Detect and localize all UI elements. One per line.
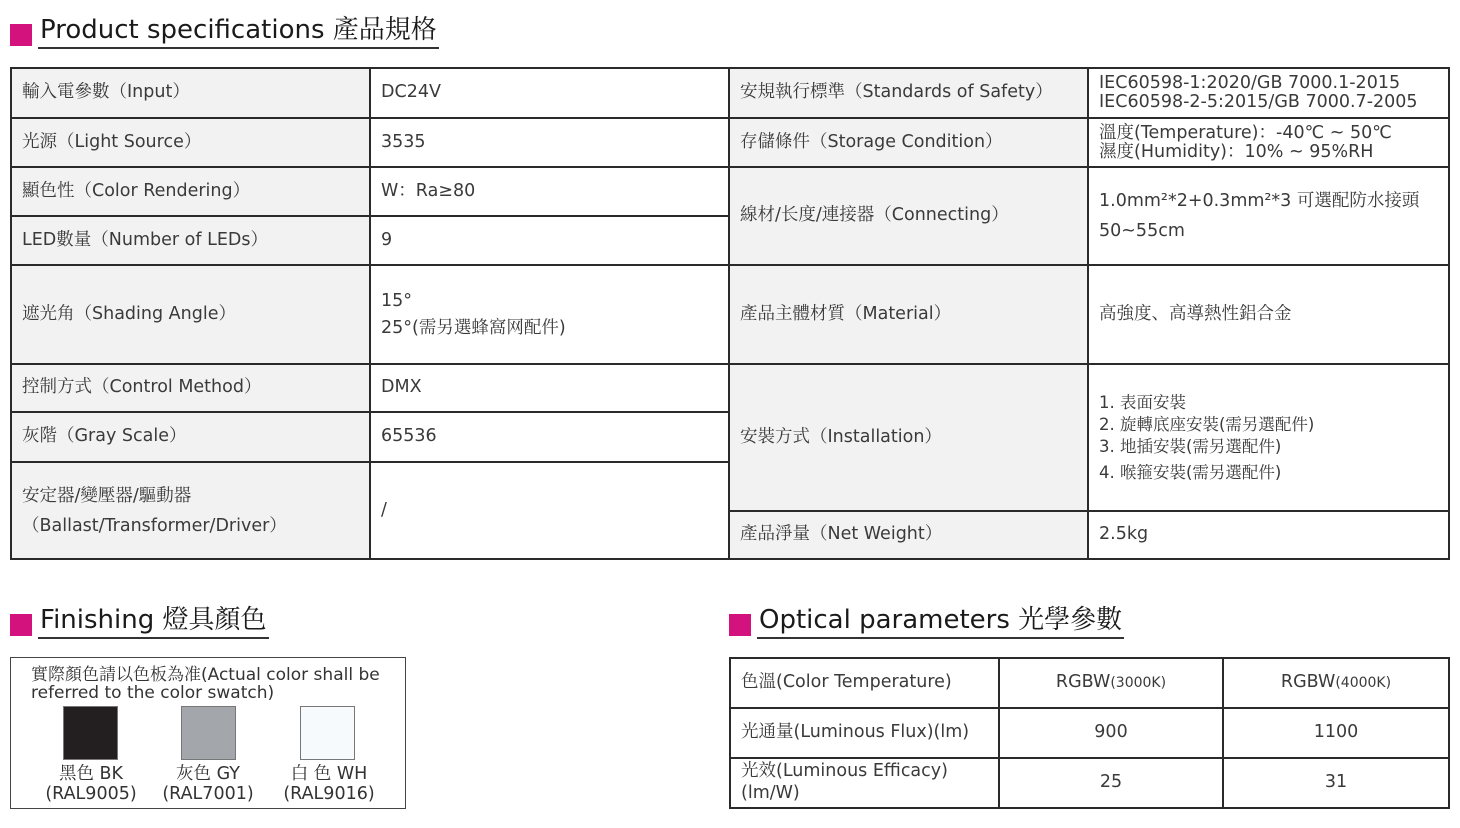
table-row <box>730 758 1449 808</box>
led-count-value: 9 <box>370 216 729 265</box>
heading-marker <box>729 614 751 636</box>
connecting-value-line: 1.0mm²*2+0.3mm²*3 可選配防水接頭 <box>1099 191 1420 211</box>
color-rendering-value: W：Ra≥80 <box>370 167 729 216</box>
luminous-flux-4000k: 1100 <box>1223 708 1449 758</box>
luminous-efficacy-3000k: 25 <box>999 758 1223 808</box>
rgbw-3000k-header <box>999 658 1223 708</box>
finishing-box <box>10 657 406 809</box>
ballast-label-line: 安定器/變壓器/驅動器 <box>22 485 192 506</box>
swatch-code: (RAL9016) <box>283 784 375 804</box>
safety-value-line: IEC60598-2-5:2015/GB 7000.7-2005 <box>1099 92 1418 112</box>
storage-value-line: 濕度(Humidity)：10% ~ 95%RH <box>1099 141 1374 162</box>
header-main: RGBW <box>1280 672 1336 693</box>
header-sub: (4000K) <box>1335 675 1392 692</box>
table-row <box>730 708 1449 758</box>
optical-heading <box>729 604 1124 639</box>
shading-angle-line: 25°(需另選蜂窩网配件) <box>381 317 566 338</box>
installation-label: 安裝方式（Installation） <box>729 364 1088 511</box>
color-temp-label: 色溫(Color Temperature) <box>730 658 999 708</box>
safety-value <box>1088 68 1449 118</box>
ballast-value: / <box>370 462 729 559</box>
shading-angle-value <box>370 265 729 364</box>
table-row <box>11 265 1449 364</box>
shading-angle-line: 15° <box>381 290 413 311</box>
ballast-label-line: （Ballast/Transformer/Driver） <box>22 515 287 536</box>
black-swatch <box>63 706 118 760</box>
spec-table <box>10 67 1450 560</box>
product-specs-title: Product specifications 產品規格 <box>38 14 439 49</box>
connecting-value <box>1088 167 1449 265</box>
product-specs-heading <box>10 14 439 49</box>
black-swatch-caption <box>31 764 151 804</box>
material-label: 產品主體材質（Material） <box>729 265 1088 364</box>
luminous-efficacy-label: 光效(Luminous Efficacy)(lm/W) <box>730 758 999 808</box>
heading-marker <box>10 614 32 636</box>
finishing-heading <box>10 604 269 639</box>
shading-angle-label: 遮光角（Shading Angle） <box>11 265 370 364</box>
material-value: 高強度、高導熱性鋁合金 <box>1088 265 1449 364</box>
gray-swatch-caption <box>148 764 268 804</box>
input-value: DC24V <box>370 68 729 118</box>
gray-scale-value: 65536 <box>370 412 729 462</box>
storage-value-line: 溫度(Temperature)：-40℃ ~ 50℃ <box>1099 122 1392 143</box>
color-rendering-label: 顯色性（Color Rendering） <box>11 167 370 216</box>
connecting-value-line: 50~55cm <box>1099 221 1185 241</box>
header-sub: (3000K) <box>1110 675 1167 692</box>
optical-table <box>729 657 1450 809</box>
luminous-flux-3000k: 900 <box>999 708 1223 758</box>
gray-swatch <box>181 706 236 760</box>
white-swatch-caption <box>269 764 389 804</box>
color-note: 實際顏色請以色板為准(Actual color shall be referred to the color swatch) <box>31 665 380 703</box>
control-method-label: 控制方式（Control Method） <box>11 364 370 412</box>
optical-title: Optical parameters 光學參數 <box>757 604 1124 639</box>
table-row <box>11 167 1449 216</box>
safety-label: 安規執行標準（Standards of Safety） <box>729 68 1088 118</box>
table-row <box>11 364 1449 412</box>
heading-marker <box>10 24 32 46</box>
net-weight-label: 產品淨量（Net Weight） <box>729 511 1088 559</box>
installation-item: 1. 表面安裝 <box>1099 392 1186 412</box>
swatch-name: 白 色 WH <box>290 764 368 784</box>
swatch-name: 灰色 GY <box>176 764 240 784</box>
rgbw-4000k-header <box>1223 658 1449 708</box>
input-label: 輸入電參數（Input） <box>11 68 370 118</box>
table-row <box>730 658 1449 708</box>
swatch-name: 黑色 BK <box>58 764 124 784</box>
ballast-label <box>11 462 370 559</box>
table-row <box>11 118 1449 167</box>
led-count-label: LED數量（Number of LEDs） <box>11 216 370 265</box>
storage-value <box>1088 118 1449 167</box>
safety-value-line: IEC60598-1:2020/GB 7000.1-2015 <box>1099 73 1401 93</box>
finishing-title: Finishing 燈具顏色 <box>38 604 269 639</box>
header-main: RGBW <box>1055 672 1111 693</box>
luminous-efficacy-4000k: 31 <box>1223 758 1449 808</box>
installation-item: 4. 喉箍安裝(需另選配件) <box>1099 462 1282 482</box>
light-source-label: 光源（Light Source） <box>11 118 370 167</box>
installation-item: 2. 旋轉底座安裝(需另選配件) <box>1099 414 1315 434</box>
installation-value <box>1088 364 1449 511</box>
swatch-code: (RAL9005) <box>45 784 137 804</box>
gray-scale-label: 灰階（Gray Scale） <box>11 412 370 462</box>
storage-label: 存儲條件（Storage Condition） <box>729 118 1088 167</box>
control-method-value: DMX <box>370 364 729 412</box>
white-swatch <box>300 706 355 760</box>
table-row <box>11 68 1449 118</box>
swatch-code: (RAL7001) <box>162 784 254 804</box>
luminous-flux-label: 光通量(Luminous Flux)(lm) <box>730 708 999 758</box>
connecting-label: 線材/长度/連接器（Connecting） <box>729 167 1088 265</box>
net-weight-value: 2.5kg <box>1088 511 1449 559</box>
installation-item: 3. 地插安裝(需另選配件) <box>1099 436 1282 456</box>
light-source-value: 3535 <box>370 118 729 167</box>
